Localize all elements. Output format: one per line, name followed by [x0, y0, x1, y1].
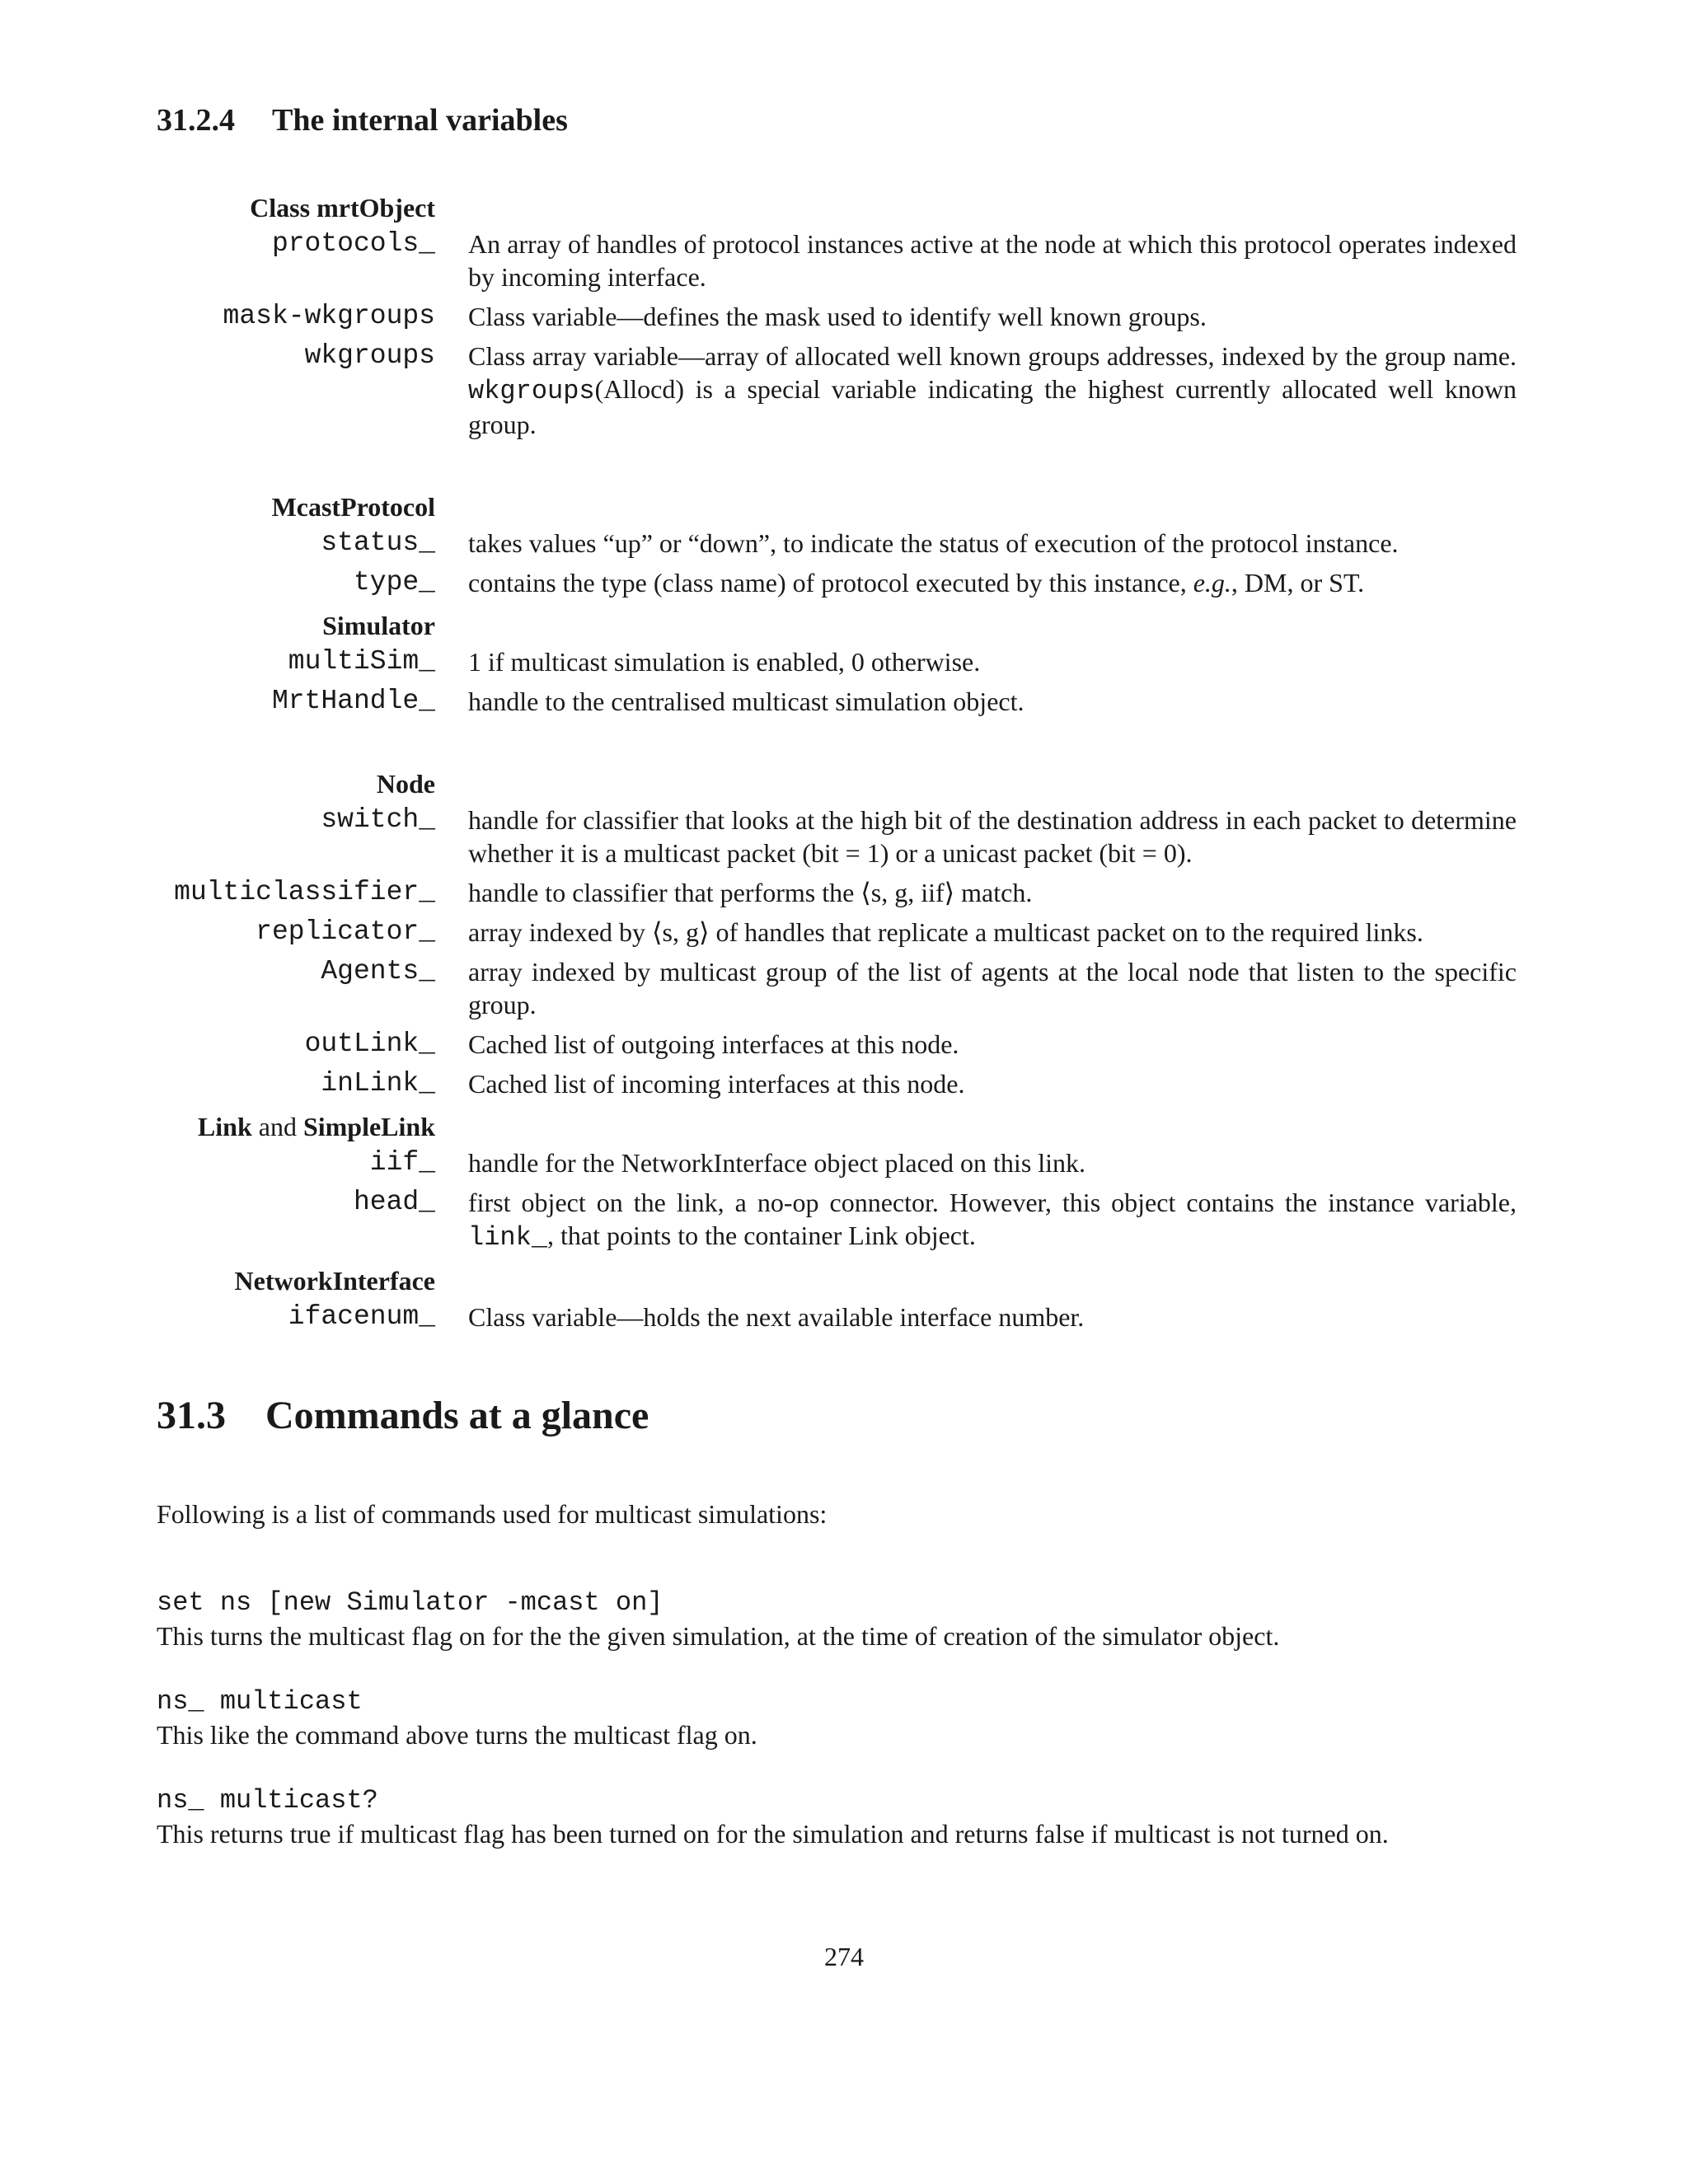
variable-name: status_	[321, 527, 435, 558]
class-heading-simulator: Simulator	[322, 611, 435, 640]
command-item	[157, 1685, 1525, 1751]
command-item	[157, 1586, 1525, 1652]
variable-name: wkgroups	[304, 340, 435, 371]
variable-description: takes values “up” or “down”, to indicate the status of execution of the protocol instance.	[468, 528, 1399, 558]
command-code: ns_ multicast?	[157, 1785, 378, 1816]
variable-name: head_	[353, 1187, 435, 1217]
variable-name: replicator_	[256, 916, 435, 947]
variable-description: An array of handles of protocol instances active at the node at which this protocol operates indexed by incoming interface.	[468, 229, 1517, 292]
variable-row	[0, 804, 1688, 876]
command-item	[157, 1784, 1525, 1850]
variable-description: array indexed by multicast group of the list of agents at the local node that listen to the specific group.	[468, 957, 1517, 1019]
inline-code: wkgroups	[468, 376, 595, 406]
variable-description: Cached list of incoming interfaces at this node.	[468, 1069, 965, 1099]
variable-row	[0, 1301, 1688, 1340]
section-number: 31.3	[157, 1394, 226, 1437]
variable-row	[0, 227, 1688, 300]
variable-description: first object on the link, a no-op connector. However, this object contains the instance variable, link_, that points to the container Link object.	[468, 1188, 1517, 1253]
variable-name: switch_	[321, 804, 435, 835]
variable-name: inLink_	[321, 1068, 435, 1099]
variable-description: contains the type (class name) of protocol executed by this instance, e.g., DM, or ST.	[468, 568, 1365, 598]
variable-row	[0, 955, 1688, 1028]
page-number: 274	[824, 1942, 864, 1971]
variable-row	[0, 1146, 1688, 1186]
variable-description: handle for classifier that looks at the high bit of the destination address in each packet to determine whether it is a multicast packet (bit = 1) or a unicast packet (bit = 0).	[468, 805, 1517, 868]
variable-row	[0, 876, 1688, 916]
command-list	[157, 1586, 1525, 1883]
subsection-title: The internal variables	[272, 103, 568, 138]
variable-row	[0, 1028, 1688, 1067]
section-title: Commands at a glance	[265, 1394, 649, 1437]
class-heading-link: Link and SimpleLink	[197, 1112, 435, 1141]
variable-row	[0, 1186, 1688, 1261]
variable-description: Cached list of outgoing interfaces at this node.	[468, 1029, 959, 1059]
variable-row	[0, 916, 1688, 955]
emphasis-text: e.g.	[1193, 568, 1231, 598]
variable-row	[0, 566, 1688, 606]
command-description: This like the command above turns the multicast flag on.	[157, 1720, 757, 1750]
command-code: ns_ multicast	[157, 1686, 363, 1717]
variable-row	[0, 300, 1688, 340]
subsection-heading	[157, 102, 568, 138]
variable-row	[0, 685, 1688, 724]
variable-name: mask-wkgroups	[223, 301, 435, 331]
variable-name: multiclassifier_	[174, 877, 435, 907]
variable-description: Class variable—defines the mask used to identify well known groups.	[468, 302, 1207, 331]
subsection-number: 31.2.4	[157, 103, 235, 138]
command-description: This returns true if multicast flag has been turned on for the simulation and returns false if multicast is not turned on.	[157, 1819, 1389, 1849]
class-heading-node: Node	[376, 769, 435, 799]
variable-name: ifacenum_	[288, 1301, 435, 1332]
class-heading-mcastprotocol: McastProtocol	[271, 492, 435, 522]
intro-paragraph: Following is a list of commands used for multicast simulations:	[157, 1499, 828, 1529]
command-description: This turns the multicast flag on for the the given simulation, at the time of creation of the simulator object.	[157, 1621, 1280, 1651]
variable-name: MrtHandle_	[271, 686, 435, 716]
variable-row	[0, 340, 1688, 448]
variable-description: handle to the centralised multicast simulation object.	[468, 687, 1025, 716]
variable-row	[0, 1067, 1688, 1107]
variable-description: handle for the NetworkInterface object placed on this link.	[468, 1148, 1086, 1178]
class-heading-networkinterface: NetworkInterface	[234, 1266, 435, 1296]
inline-code: link_	[468, 1222, 548, 1253]
command-code: set ns [new Simulator -mcast on]	[157, 1587, 663, 1618]
section-heading	[157, 1393, 649, 1438]
variable-row	[0, 645, 1688, 685]
variable-name: Agents_	[321, 956, 435, 987]
variable-name: protocols_	[271, 228, 435, 259]
class-heading-mrtobject: Class mrtObject	[250, 193, 435, 223]
variable-name: type_	[353, 567, 435, 598]
variable-name: iif_	[369, 1147, 435, 1178]
variable-name: outLink_	[304, 1029, 435, 1059]
internal-variables-list	[0, 188, 1688, 1340]
variable-description: Class array variable—array of allocated well known groups addresses, indexed by the group name. wkgroups(Allocd) is a special variable indicating the highest currently allocated well known group.	[468, 341, 1517, 439]
variable-description: array indexed by ⟨s, g⟩ of handles that replicate a multicast packet on to the required links.	[468, 917, 1423, 947]
variable-description: 1 if multicast simulation is enabled, 0 otherwise.	[468, 647, 981, 677]
variable-row	[0, 527, 1688, 566]
variable-description: handle to classifier that performs the ⟨s, g, iif⟩ match.	[468, 878, 1033, 907]
variable-description: Class variable—holds the next available interface number.	[468, 1302, 1085, 1332]
variable-name: multiSim_	[288, 646, 435, 677]
